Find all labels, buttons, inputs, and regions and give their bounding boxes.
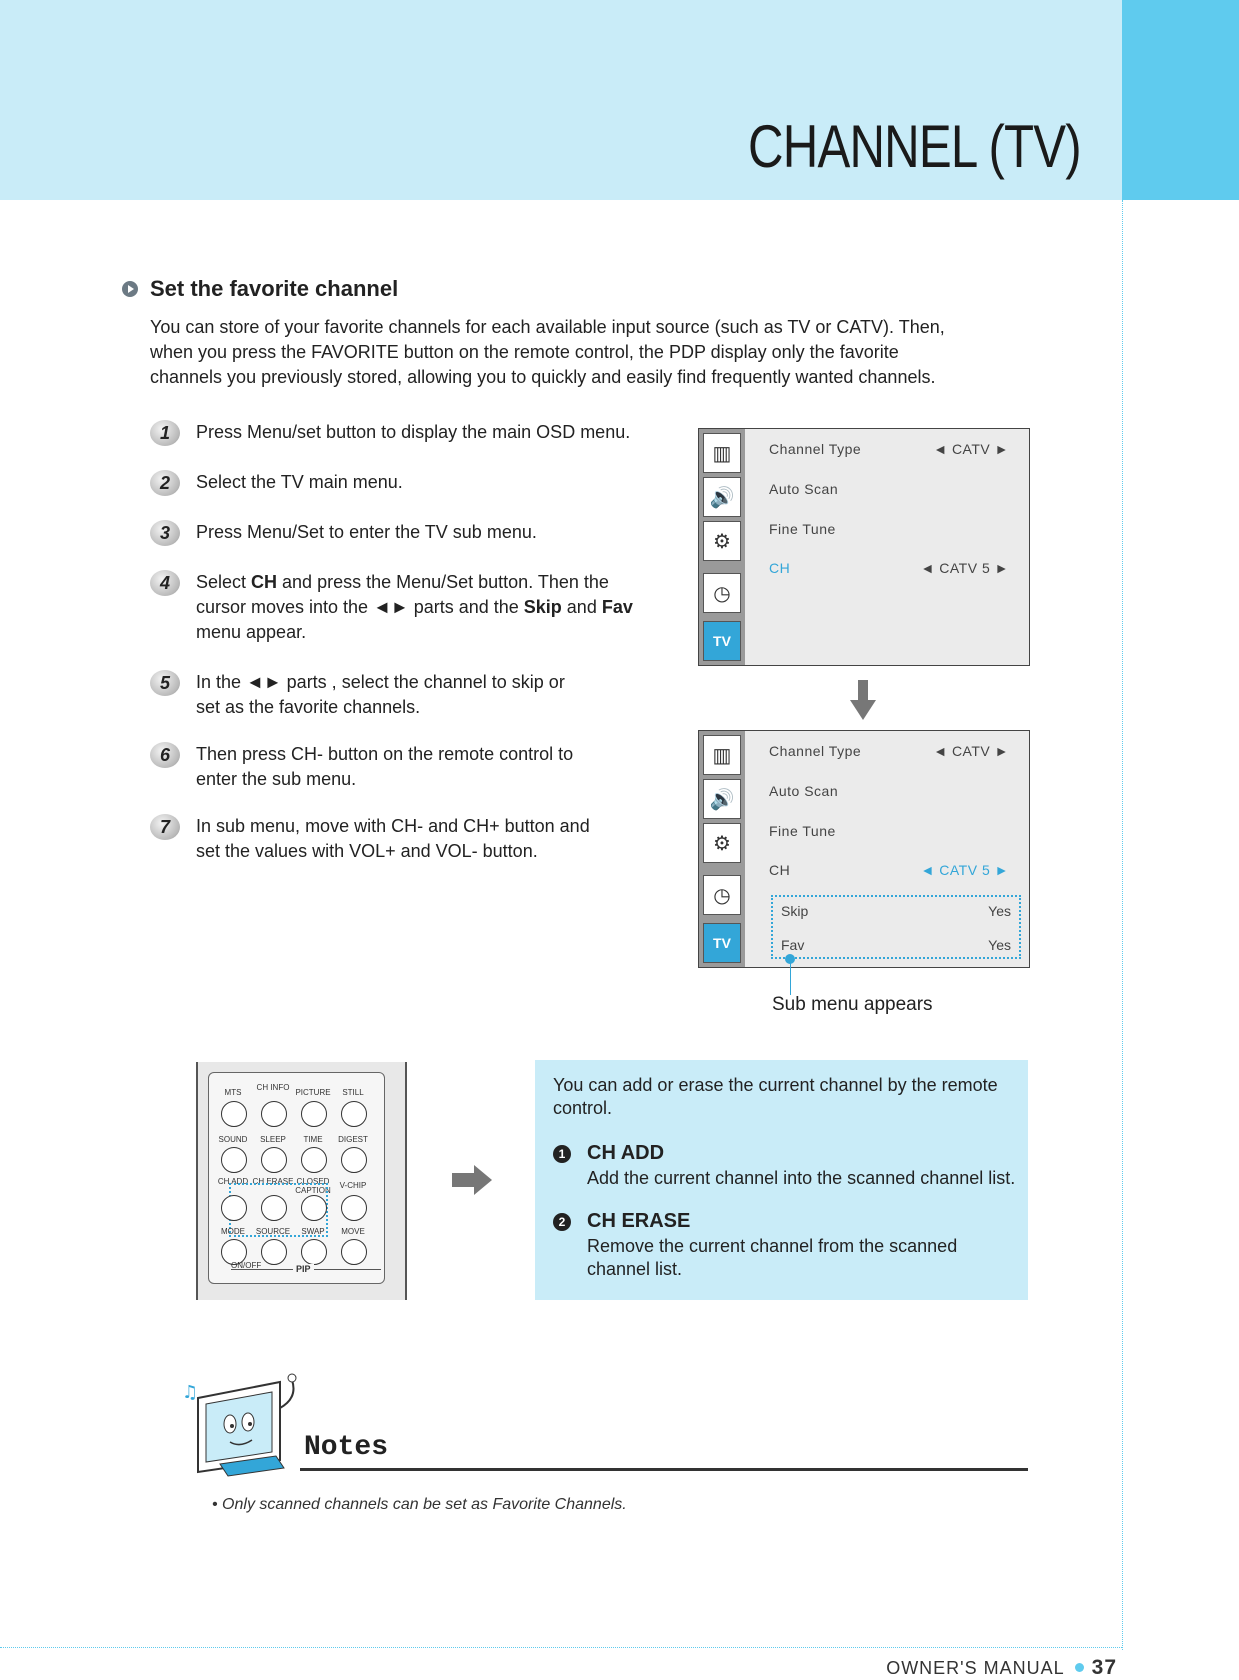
info-badge: 2: [553, 1213, 571, 1231]
remote-label-source: SOURCE: [255, 1227, 291, 1236]
remote-button-time: [301, 1147, 327, 1173]
remote-button-mts: [221, 1101, 247, 1127]
remote-label-onoff: ON/OFF: [231, 1261, 262, 1270]
play-bullet-icon: [122, 281, 138, 297]
submenu-label: Fav: [781, 937, 805, 953]
page-footer: [886, 1656, 1117, 1680]
setup-menu-icon: ⚙: [703, 521, 741, 561]
remote-button-v-chip: [341, 1195, 367, 1221]
step-text: Press Menu/Set to enter the TV sub menu.: [196, 522, 537, 542]
svg-text:♫: ♫: [182, 1382, 199, 1403]
remote-button-still: [341, 1101, 367, 1127]
steps-list: [150, 420, 640, 864]
step-text: In sub menu, move with CH- and CH+ button and set the values with VOL+ and VOL- button.: [196, 816, 590, 861]
info-intro: You can add or erase the current channel by the remote control.: [553, 1075, 998, 1118]
osd-row-channel-type: [769, 743, 1009, 759]
osd-row-auto-scan: [769, 783, 1009, 799]
osd-menu-tv: [698, 428, 1030, 666]
osd-row-channel-type: [769, 441, 1009, 457]
osd-row-label: Auto Scan: [769, 481, 839, 497]
step-5: [150, 670, 566, 720]
remote-label-picture: PICTURE: [295, 1088, 331, 1097]
notes-title: Notes: [304, 1432, 389, 1463]
callout-line: [790, 958, 791, 995]
step-3: [150, 520, 640, 545]
osd-row-label: CH: [769, 862, 791, 878]
osd-row-ch-selected: [769, 560, 1009, 576]
remote-button-move: [341, 1239, 367, 1265]
osd-row-label: Fine Tune: [769, 521, 836, 537]
remote-control-illustration: [196, 1062, 407, 1300]
osd-row-label: Auto Scan: [769, 783, 839, 799]
submenu-value: Yes: [988, 903, 1011, 919]
notes-divider: [300, 1468, 1028, 1471]
osd-submenu: [771, 895, 1021, 959]
down-arrow-icon: [850, 680, 876, 720]
info-desc: Remove the current channel from the scanned channel list.: [587, 1236, 958, 1279]
right-arrow-icon: [452, 1165, 492, 1195]
step-text-mid1: and press the Menu/Set button. Then the cursor moves into the ◄► parts and the: [196, 572, 609, 617]
remote-button-closed-caption: [301, 1195, 327, 1221]
remote-button-panel: [208, 1072, 385, 1284]
remote-label-swap: SWAP: [301, 1227, 325, 1236]
step-text: Select the TV main menu.: [196, 472, 403, 492]
tv-menu-icon: TV: [703, 621, 741, 661]
picture-menu-icon: ▥: [703, 433, 741, 473]
step-text-mid2: and: [561, 597, 602, 617]
step-bold-skip: Skip: [523, 597, 562, 617]
remote-button-ch-info: [261, 1101, 287, 1127]
section-intro: You can store of your favorite channels for each available input source (such as TV or CATV). Then, when you press the FAVORITE button on the remote control, the PDP display only the favorite channels you previously stored, allowing you to quickly and easily find frequently wanted channels.: [150, 317, 945, 387]
step-bold-ch: CH: [251, 572, 278, 592]
remote-label-v-chip: V-CHIP: [339, 1181, 367, 1190]
submenu-label: Skip: [781, 903, 809, 919]
step-bold-fav: Fav: [601, 597, 633, 617]
info-desc: Add the current channel into the scanned channel list.: [587, 1168, 1016, 1188]
section-title-text: Set the favorite channel: [150, 276, 399, 301]
footer-dotted-line: [0, 1647, 1122, 1648]
osd-row-label: Channel Type: [769, 743, 862, 759]
info-box: [535, 1060, 1028, 1300]
margin-dotted-line: [1122, 200, 1123, 1650]
osd-row-value: ◄ CATV ►: [933, 743, 1009, 759]
info-title: CH ADD: [587, 1142, 665, 1164]
remote-button-sleep: [261, 1147, 287, 1173]
remote-label-still: STILL: [342, 1088, 364, 1097]
header-tab: [1122, 0, 1239, 200]
remote-button-swap: [301, 1239, 327, 1265]
remote-label-sleep: SLEEP: [260, 1135, 286, 1144]
remote-label-time: TIME: [303, 1135, 323, 1144]
osd-row-value: ◄ CATV 5 ►: [920, 560, 1009, 576]
footer-label: OWNER'S MANUAL: [886, 1658, 1065, 1678]
step-number: 7: [150, 814, 180, 840]
info-title: CH ERASE: [587, 1210, 691, 1232]
remote-label-move: MOVE: [341, 1227, 365, 1236]
osd-menu-tv-submenu: [698, 730, 1030, 968]
step-text: In the ◄► parts , select the channel to skip or set as the favorite channels.: [196, 672, 565, 717]
remote-button-source: [261, 1239, 287, 1265]
clock-menu-icon: ◷: [703, 875, 741, 915]
remote-button-ch-erase: [261, 1195, 287, 1221]
remote-label-mode: MODE: [221, 1227, 245, 1236]
clock-menu-icon: ◷: [703, 573, 741, 613]
remote-button-digest: [341, 1147, 367, 1173]
osd-row-auto-scan: [769, 481, 1009, 497]
remote-label-pip: PIP: [293, 1264, 314, 1274]
step-text: Then press CH- button on the remote control to enter the sub menu.: [196, 744, 574, 789]
osd-row-value: ◄ CATV ►: [933, 441, 1009, 457]
remote-button-picture: [301, 1101, 327, 1127]
page-title: CHANNEL (TV): [748, 113, 1081, 180]
submenu-caption: Sub menu appears: [772, 994, 933, 1015]
step-number: 6: [150, 742, 180, 768]
osd-sidebar: [699, 731, 745, 967]
step-text: Press Menu/set button to display the main OSD menu.: [196, 422, 631, 442]
osd-row-label: CH: [769, 560, 791, 576]
submenu-value: Yes: [988, 937, 1011, 953]
step-text-pre: Select: [196, 572, 252, 592]
note-item: • Only scanned channels can be set as Favorite Channels.: [212, 1496, 627, 1513]
notes-tv-mascot-icon: [180, 1368, 310, 1478]
remote-label-ch-add: CH ADD: [217, 1177, 249, 1186]
remote-button-sound: [221, 1147, 247, 1173]
remote-label-closed-caption: CLOSED CAPTION: [295, 1177, 331, 1195]
section-title: [122, 276, 398, 302]
osd-row-value-selected: ◄ CATV 5 ►: [920, 862, 1009, 878]
setup-menu-icon: ⚙: [703, 823, 741, 863]
remote-button-ch-add: [221, 1195, 247, 1221]
osd-row-label: Channel Type: [769, 441, 862, 457]
osd-sidebar: [699, 429, 745, 665]
step-number: 4: [150, 570, 180, 596]
sound-menu-icon: 🔊: [703, 779, 741, 819]
osd-row-ch: [769, 862, 1009, 878]
step-number: 3: [150, 520, 180, 546]
tv-menu-icon: TV: [703, 923, 741, 963]
osd-row-fine-tune: [769, 521, 1009, 537]
info-badge: 1: [553, 1145, 571, 1163]
remote-label-sound: SOUND: [218, 1135, 248, 1144]
submenu-row-fav: [781, 937, 1011, 953]
step-4: [150, 570, 640, 645]
step-1: [150, 420, 640, 445]
remote-label-ch-info: CH INFO: [256, 1083, 290, 1092]
step-number: 5: [150, 670, 180, 696]
remote-label-ch-erase: CH ERASE: [252, 1177, 294, 1186]
step-6: [150, 742, 596, 792]
submenu-row-skip: [781, 903, 1011, 919]
picture-menu-icon: ▥: [703, 735, 741, 775]
remote-label-mts: MTS: [224, 1088, 242, 1097]
step-text-post: menu appear.: [196, 622, 307, 642]
step-number: 1: [150, 420, 180, 446]
step-7: [150, 814, 616, 864]
sound-menu-icon: 🔊: [703, 477, 741, 517]
osd-row-label: Fine Tune: [769, 823, 836, 839]
page-number: 37: [1091, 1656, 1117, 1679]
step-2: [150, 470, 640, 495]
step-number: 2: [150, 470, 180, 496]
footer-dot-icon: [1075, 1663, 1084, 1672]
remote-label-digest: DIGEST: [338, 1135, 368, 1144]
osd-row-fine-tune: [769, 823, 1009, 839]
